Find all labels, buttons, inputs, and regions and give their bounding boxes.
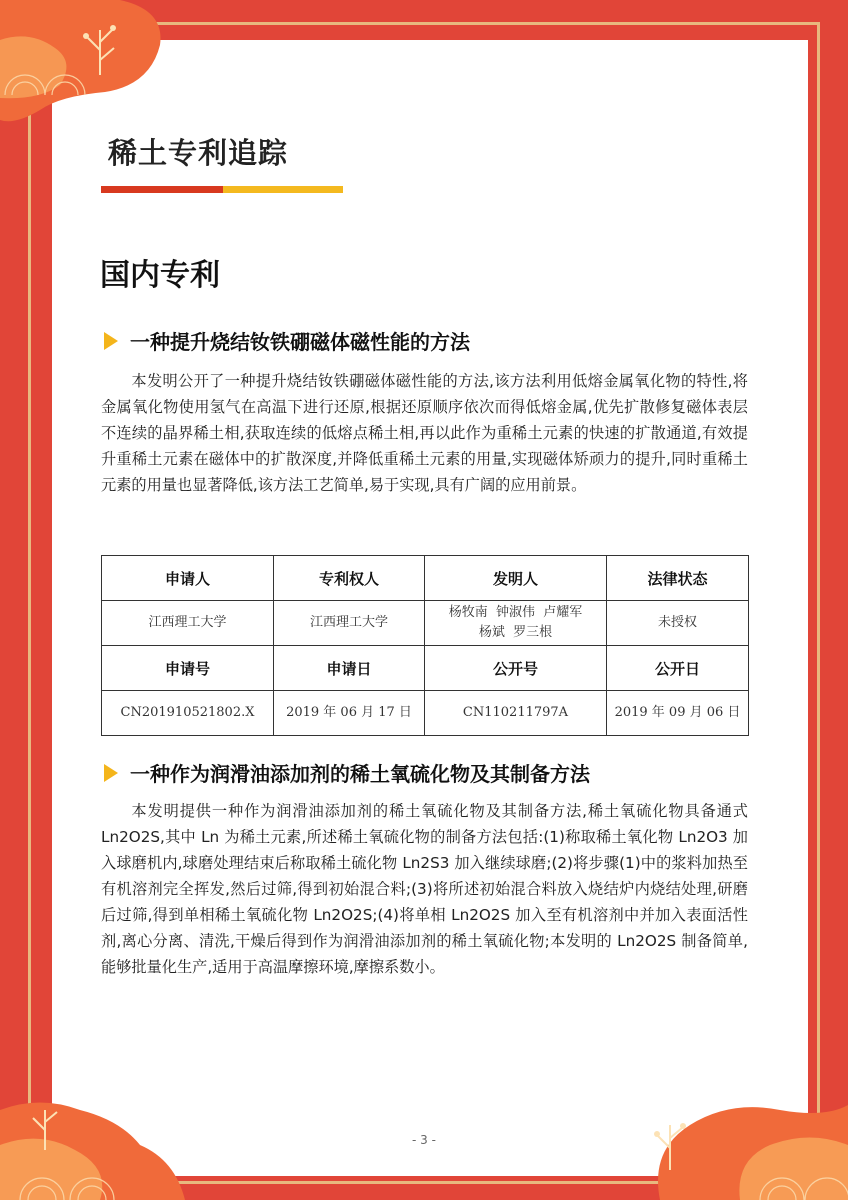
patent-info-table [101,555,749,736]
header-legal-status: 法律状态 [607,556,749,601]
application-no-value: CN201910521802.X [102,691,274,736]
inventors-line-1: 杨牧南 钟淑伟 卢耀军 [448,605,583,620]
patent-2-title: 一种作为润滑油添加剂的稀土氧硫化物及其制备方法 [130,762,590,786]
cloud-decoration-bottom-right [640,1100,848,1200]
header-applicant: 申请人 [102,556,274,601]
patent-1-abstract: 本发明公开了一种提升烧结钕铁硼磁体磁性能的方法,该方法利用低熔金属氧化物的特性,将金属氧化物使用氢气在高温下进行还原,根据还原顺序依次而得低熔金属,优先扩散修复磁体表层不连续的晶界稀土相,获取连续的低熔点稀土相,再以此作为重稀土元素的快速的扩散通道,有效提升重稀土元素在磁体中的扩散深度,并降低重稀土元素的用量,实现磁体矫顽力的提升,同时重稀土元素的用量也显著降低,该方法工艺简单,易于实现,具有广阔的应用前景。 [101,372,748,494]
section-title: 稀土专利追踪 [108,136,289,170]
patent-2-abstract: 本发明提供一种作为润滑油添加剂的稀土氧硫化物及其制备方法,稀土氧硫化物具备通式 Ln2O2S,其中 Ln 为稀土元素,所述稀土氧硫化物的制备方法包括:(1)称取稀土氧化物 Ln2O3 加入球磨机内,球磨处理结束后称取稀土硫化物 Ln2S3 加入继续球磨;(2)将步骤(1)中的浆料加热至有机溶剂完全挥发,然后过筛,得到初始混合料;(3)将所述初始混合料放入烧结炉内烧结处理,研磨后过筛,得到单相稀土氧硫化物 Ln2O2S;(4)将单相 Ln2O2S 加入至有机溶剂中并加入表面活性剂,离心分离、清洗,干燥后得到作为润滑油添加剂的稀土氧硫化物;本发明的 Ln2O2S 制备简单,能够批量化生产,适用于高温摩擦环境,摩擦系数小。 [101,802,748,976]
page-number: - 3 - [412,1133,436,1147]
table-header-row [102,646,749,691]
inventors-value [425,601,607,646]
triangle-bullet-icon [104,332,118,350]
header-application-no: 申请号 [102,646,274,691]
table-row [102,691,749,736]
patentee-value: 江西理工大学 [274,601,425,646]
header-publication-no: 公开号 [425,646,607,691]
header-inventor: 发明人 [425,556,607,601]
patent-1-header [104,326,470,355]
inventors-line-2: 杨斌 罗三根 [478,625,553,640]
header-publication-date: 公开日 [607,646,749,691]
title-underline [101,186,343,193]
header-application-date: 申请日 [274,646,425,691]
table-header-row [102,556,749,601]
patent-2-header [104,758,590,787]
legal-status-value: 未授权 [607,601,749,646]
cloud-decoration-top-left [0,0,175,125]
header-patentee: 专利权人 [274,556,425,601]
title-underline-yellow [223,186,343,193]
triangle-bullet-icon [104,764,118,782]
table-row [102,601,749,646]
application-date-value: 2019 年 06 月 17 日 [274,691,425,736]
domestic-patents-heading: 国内专利 [100,258,220,293]
title-underline-red [101,186,223,193]
patent-1-title: 一种提升烧结钕铁硼磁体磁性能的方法 [130,330,470,354]
publication-no-value: CN110211797A [425,691,607,736]
applicant-value: 江西理工大学 [102,601,274,646]
publication-date-value: 2019 年 09 月 06 日 [607,691,749,736]
